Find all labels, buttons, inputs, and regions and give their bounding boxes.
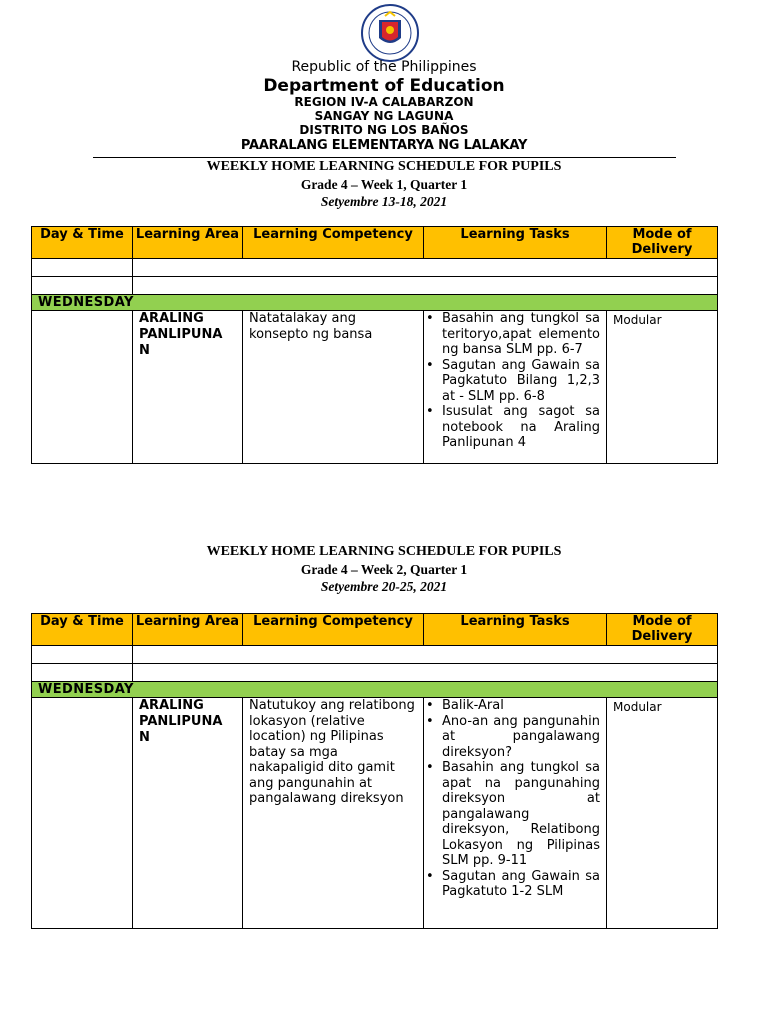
- school-heading: PAARALANG ELEMENTARYA NG LALAKAY: [240, 138, 528, 153]
- day-row: [32, 682, 718, 698]
- republic-heading: Republic of the Philippines: [291, 59, 477, 75]
- region-heading: REGION IV-A CALABARZON: [294, 95, 474, 109]
- col-mode-of-delivery: Mode of Delivery: [607, 227, 718, 259]
- schedule-2-title: WEEKLY HOME LEARNING SCHEDULE FOR PUPILS: [206, 544, 562, 559]
- schedule-2-grade-week: Grade 4 – Week 2, Quarter 1: [300, 562, 468, 577]
- col-learning-tasks: Learning Tasks: [424, 614, 607, 646]
- division-heading: SANGAY NG LAGUNA: [314, 109, 454, 123]
- list-item: • Isusulat ang sagot sa notebook na Araling Panlipunan 4: [434, 404, 600, 451]
- schedule-1-dates: Setyembre 13-18, 2021: [320, 194, 448, 209]
- list-item: • Ano-an ang pangunahin at pangalawang direksyon?: [434, 714, 600, 761]
- list-item: • Basahin ang tungkol sa teritoryo,apat elemento ng bansa SLM pp. 6-7: [434, 311, 600, 358]
- learning-tasks-cell: [424, 311, 607, 464]
- schedule-1-table: [31, 226, 718, 464]
- col-learning-area: Learning Area: [133, 614, 243, 646]
- day-row: [32, 295, 718, 311]
- learning-tasks-cell: [424, 698, 607, 929]
- list-item: • Basahin ang tungkol sa apat na pangunahing direksyon at pangalawang direksyon, Relatibong Lokasyon ng Pilipinas SLM pp. 9-11: [434, 760, 600, 869]
- learning-area-cell: ARALING PANLIPUNA N: [133, 311, 243, 464]
- mode-of-delivery-cell: Modular: [607, 311, 718, 464]
- day-label: WEDNESDAY: [32, 682, 718, 698]
- table-row: [32, 664, 718, 682]
- table-header-row: [32, 227, 718, 259]
- table-row: [32, 277, 718, 295]
- schedule-2-dates: Setyembre 20-25, 2021: [320, 579, 448, 594]
- list-item: • Balik-Aral: [434, 698, 600, 714]
- col-day-time: Day & Time: [32, 227, 133, 259]
- table-row: [32, 698, 718, 929]
- learning-competency-cell: Natutukoy ang relatibong lokasyon (relative location) ng Pilipinas batay sa mga nakapaligid dito gamit ang pangunahin at pangalawang direksyon: [243, 698, 424, 929]
- table-header-row: [32, 614, 718, 646]
- col-learning-area: Learning Area: [133, 227, 243, 259]
- district-heading: DISTRITO NG LOS BAÑOS: [299, 123, 469, 137]
- schedule-1-title: WEEKLY HOME LEARNING SCHEDULE FOR PUPILS: [206, 159, 562, 174]
- col-learning-competency: Learning Competency: [243, 227, 424, 259]
- table-row: [32, 311, 718, 464]
- schedule-2-table: [31, 613, 718, 929]
- list-item: • Sagutan ang Gawain sa Pagkatuto 1-2 SLM: [434, 869, 600, 900]
- deped-seal-icon: [357, 4, 423, 62]
- header-divider: [93, 157, 676, 158]
- day-label: WEDNESDAY: [32, 295, 718, 311]
- col-learning-tasks: Learning Tasks: [424, 227, 607, 259]
- mode-of-delivery-cell: Modular: [607, 698, 718, 929]
- col-mode-of-delivery: Mode of Delivery: [607, 614, 718, 646]
- table-row: [32, 259, 718, 277]
- schedule-1-grade-week: Grade 4 – Week 1, Quarter 1: [300, 177, 468, 192]
- learning-competency-cell: Natatalakay ang konsepto ng bansa: [243, 311, 424, 464]
- table-row: [32, 646, 718, 664]
- learning-area-cell: ARALING PANLIPUNA N: [133, 698, 243, 929]
- col-learning-competency: Learning Competency: [243, 614, 424, 646]
- col-day-time: Day & Time: [32, 614, 133, 646]
- department-heading: Department of Education: [263, 76, 505, 96]
- list-item: • Sagutan ang Gawain sa Pagkatuto Bilang 1,2,3 at - SLM pp. 6-8: [434, 358, 600, 405]
